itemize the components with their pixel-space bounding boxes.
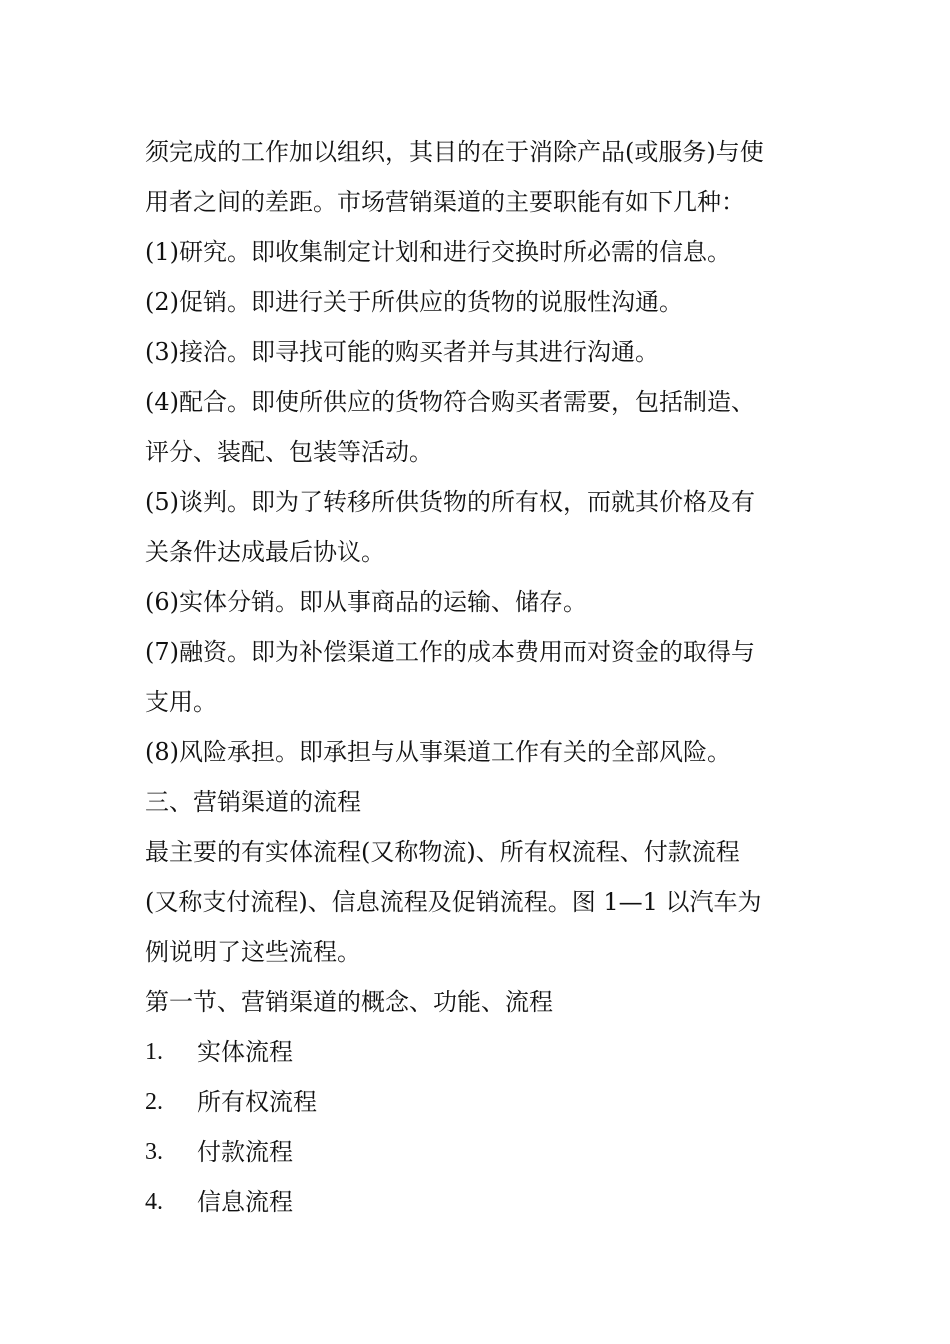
list-item (145, 1177, 815, 1227)
text-line: 关条件达成最后协议。 (145, 538, 385, 566)
list-item-text: 所有权流程 (197, 1088, 317, 1116)
list-item-text: 信息流程 (197, 1188, 293, 1216)
document-body (145, 127, 815, 1227)
list-item-text: 实体流程 (197, 1038, 293, 1066)
list-item-number: 3. (145, 1139, 163, 1165)
text-line: (4)配合。即使所供应的货物符合购买者需要，包括制造、 (145, 388, 755, 416)
list-item (145, 1127, 815, 1177)
text-line: (7)融资。即为补偿渠道工作的成本费用而对资金的取得与 (145, 638, 755, 666)
list-item-number: 2. (145, 1089, 163, 1115)
section-heading: 三、营销渠道的流程 (145, 788, 361, 816)
text-line: 最主要的有实体流程(又称物流)、所有权流程、付款流程 (145, 838, 740, 866)
text-line: 支用。 (145, 688, 217, 716)
text-line: (1)研究。即收集制定计划和进行交换时所必需的信息。 (145, 238, 731, 266)
text-line: (5)谈判。即为了转移所供货物的所有权，而就其价格及有 (145, 488, 755, 516)
text-line: 须完成的工作加以组织，其目的在于消除产品(或服务)与使 (145, 138, 764, 166)
text-line: 用者之间的差距。市场营销渠道的主要职能有如下几种： (145, 188, 745, 216)
text-line: (又称支付流程)、信息流程及促销流程。图 1—1 以汽车为 (145, 888, 762, 916)
text-line: (6)实体分销。即从事商品的运输、储存。 (145, 588, 587, 616)
text-line: 评分、装配、包装等活动。 (145, 438, 433, 466)
text-line: (2)促销。即进行关于所供应的货物的说服性沟通。 (145, 288, 683, 316)
text-line: (8)风险承担。即承担与从事渠道工作有关的全部风险。 (145, 738, 731, 766)
text-line: (3)接洽。即寻找可能的购买者并与其进行沟通。 (145, 338, 659, 366)
list-item (145, 1027, 815, 1077)
list-item (145, 1077, 815, 1127)
list-item-text: 付款流程 (197, 1138, 293, 1166)
section-heading: 第一节、营销渠道的概念、功能、流程 (145, 988, 553, 1016)
text-line: 例说明了这些流程。 (145, 938, 361, 966)
list-item-number: 4. (145, 1189, 163, 1215)
list-item-number: 1. (145, 1039, 163, 1065)
